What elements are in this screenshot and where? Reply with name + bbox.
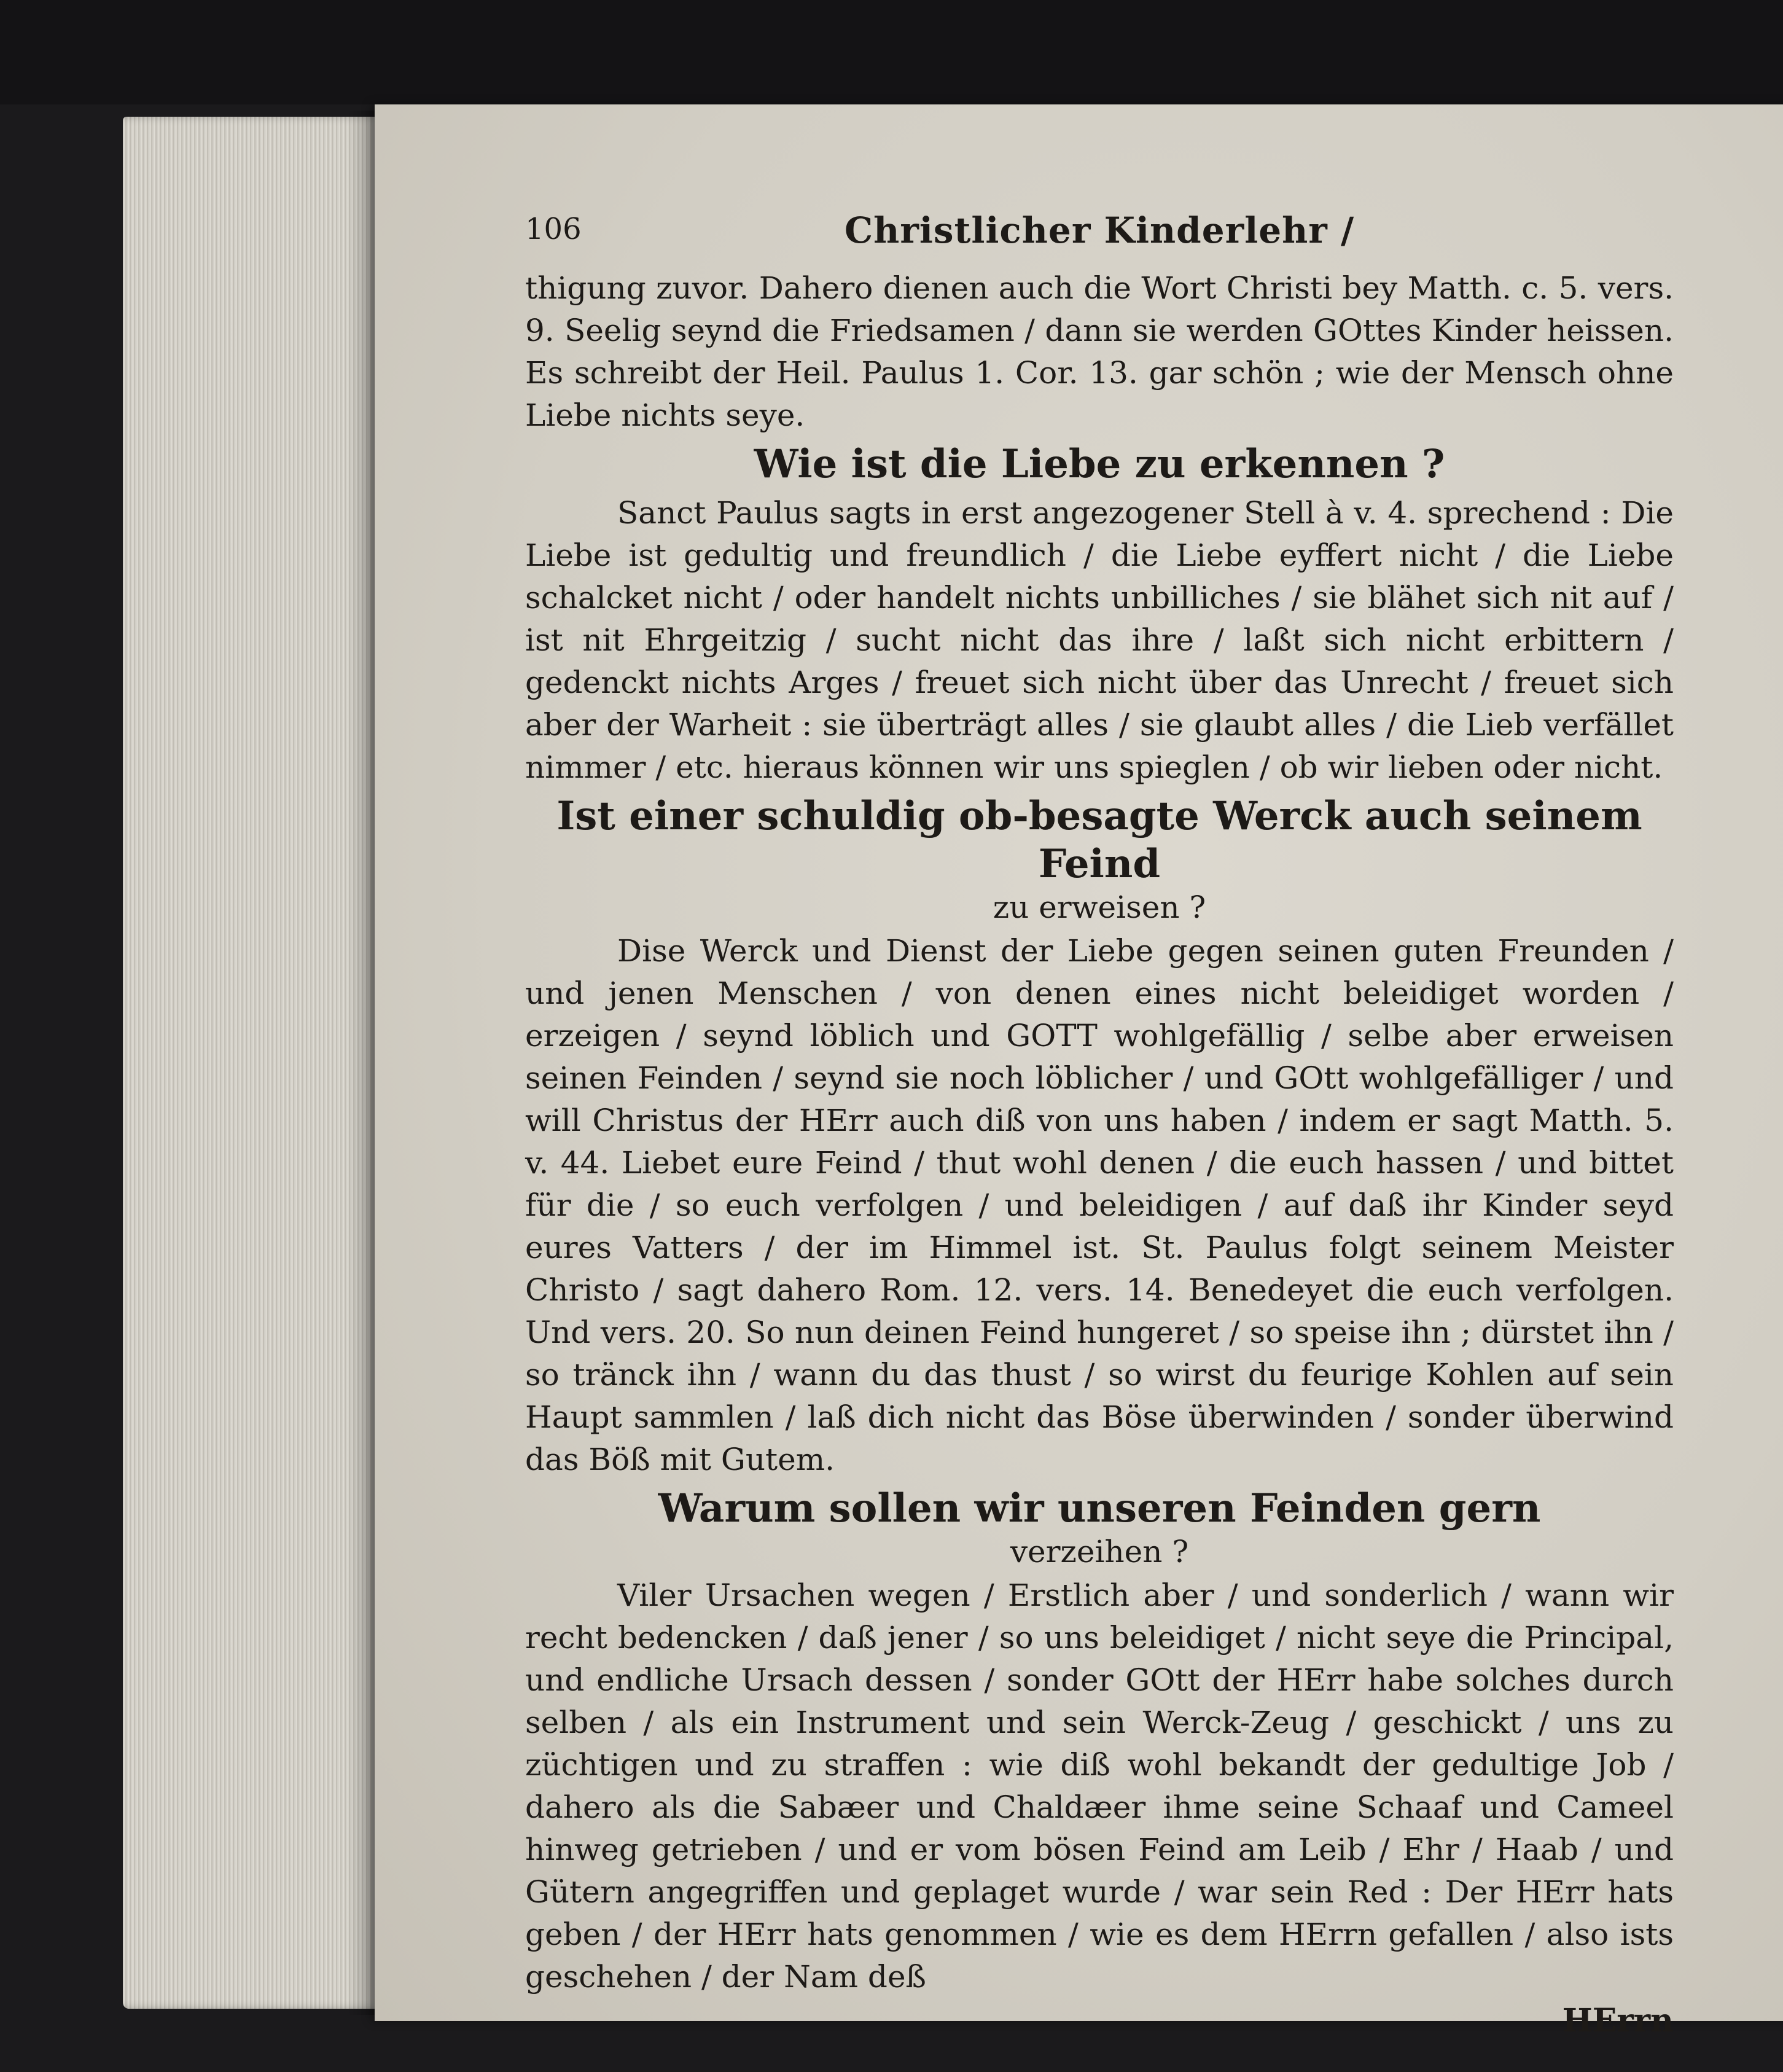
answer-paragraph: Viler Ursachen wegen / Erstlich aber / und sonderlich / wann wir recht bedencken / daß jener / so uns beleidiget / nicht seye die Principal, und endliche Ursach dessen / sonder GOtt der HErr habe solches durch selben / als ein Instrument und sein Werck-Zeug / geschickt / uns zu züchtigen und zu straffen : wie diß wohl bekandt der gedultige Job / dahero als die Sabæer und Chaldæer ihme seine Schaaf und Cameel hinweg getrieben / und er vom bösen Feind am Leib / Ehr / Haab / und Gütern angegriffen und geplaget wurde / war sein Red : Der HErr hats geben / der HErr hats genommen / wie es dem HErrn gefallen / also ists geschehen / der Nam deß — [525, 1577, 1674, 1995]
catchword: HErrn — [1562, 2002, 1674, 2039]
question-text: Wie ist die Liebe zu erkennen ? — [754, 441, 1445, 487]
answer-paragraph: Dise Werck und Dienst der Liebe gegen seinen guten Freunden / und jenen Menschen / von denen eines nicht beleidiget worden / erzeigen / seynd löblich und GOTT wohlgefällig / selbe aber erweisen seinen Feinden / seynd sie noch löblicher / und GOtt wohlgefälliger / und will Christus der HErr auch diß von uns haben / indem er sagt Matth. 5. v. 44. Liebet eure Feind / thut wohl denen / die euch hassen / und bittet für die / so euch verfolgen / und beleidigen / auf daß ihr Kinder seyd eures Vatters / der im Himmel ist. St. Paulus folgt seinem Meister Christo / sagt dahero Rom. 12. vers. 14. Benedeyet die euch verfolgen. Und vers. 20. So nun deinen Feind hungeret / so speise ihn ; dürstet ihn / so tränck ihn / wann du das thust / so wirst du feurige Kohlen auf sein Haupt sammlen / laß dich nicht das Böse überwinden / sonder überwind das Böß mit Gutem. — [525, 933, 1674, 1477]
running-title: Christlicher Kinderlehr / — [845, 209, 1355, 251]
page-text — [525, 209, 1674, 2043]
page-edges — [123, 117, 381, 2009]
question-heading — [525, 1485, 1674, 1571]
background-top — [0, 0, 1783, 104]
answer-paragraph: Sanct Paulus sagts in erst angezogener Stell à v. 4. sprechend : Die Liebe ist gedultig und freundlich / die Liebe eyffert nicht / die Liebe schalcket nicht / oder handelt nichts unbilliches / sie blähet sich nit auf / ist nit Ehrgeitzig / sucht nicht das ihre / laßt sich nicht erbittern / gedenckt nichts Arges / freuet sich nicht über das Unrecht / freuet sich aber der Warheit : sie überträgt alles / sie glaubt alles / die Lieb verfället nimmer / etc. hieraus können wir uns spieglen / ob wir lieben oder nicht. — [525, 495, 1674, 785]
question-heading — [525, 792, 1674, 926]
question-text: Warum sollen wir unseren Feinden gern — [658, 1485, 1541, 1531]
question-heading — [525, 440, 1674, 488]
page-header — [525, 209, 1674, 267]
question-text-continued: verzeihen ? — [1010, 1534, 1189, 1570]
question-text-continued: zu erweisen ? — [993, 889, 1206, 925]
paragraph-continuation: thigung zuvor. Dahero dienen auch die Wort Christi bey Matth. c. 5. vers. 9. Seelig seynd die Friedsamen / dann sie werden GOttes Kinder heissen. Es schreibt der Heil. Paulus 1. Cor. 13. gar schön ; wie der Mensch ohne Liebe nichts seye. — [525, 270, 1674, 433]
page-number: 106 — [525, 212, 582, 246]
question-text: Ist einer schuldig ob-besagte Werck auch seinem Feind — [556, 793, 1642, 887]
